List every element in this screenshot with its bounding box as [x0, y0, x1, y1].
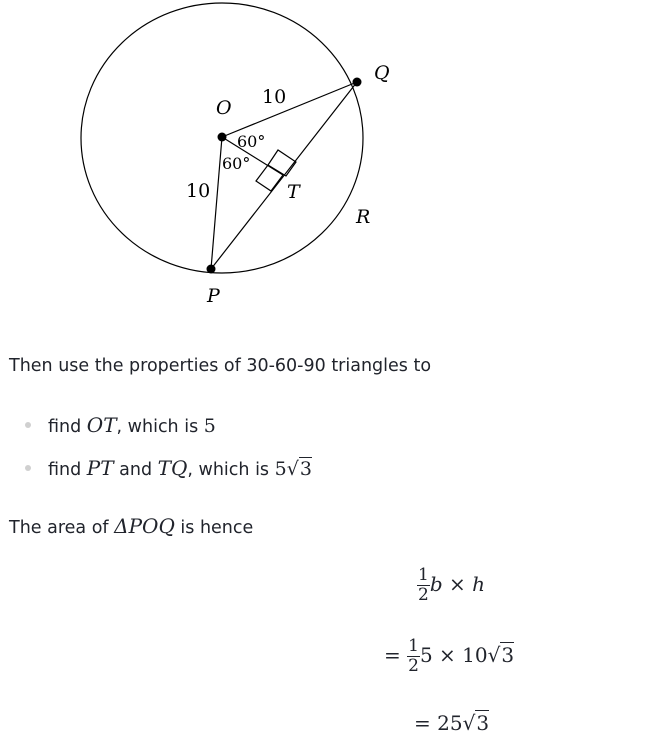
math-value: 5: [203, 415, 216, 437]
label-q: Q: [374, 62, 390, 84]
segment-op: [211, 137, 222, 269]
area-suffix: is hence: [174, 518, 254, 538]
equals: =: [384, 643, 401, 667]
area-text: [9, 514, 253, 538]
equation-line-1: [417, 566, 485, 605]
denominator: 2: [408, 656, 419, 676]
bullet-text: , which is: [116, 417, 204, 437]
label-angle-2: 60°: [222, 154, 251, 173]
point-o: [218, 133, 227, 142]
label-angle-1: 60°: [237, 132, 266, 151]
equation-line-3: = 25√3: [414, 711, 490, 735]
intro-text: Then use the properties of 30-60-90 triangles to: [9, 356, 432, 376]
label-t: T: [287, 181, 300, 203]
label-oq-length: 10: [262, 86, 287, 108]
math-value: 5: [274, 458, 287, 480]
label-op-length: 10: [186, 180, 211, 202]
math-expr: = 25: [414, 711, 463, 735]
point-q: [353, 78, 362, 87]
math-triangle: ΔPOQ: [114, 514, 175, 538]
bullet-text: find: [48, 460, 87, 480]
bullet-text: and: [113, 460, 158, 480]
bullet-item-ot: [48, 413, 216, 437]
segment-pq: [211, 82, 357, 269]
numerator: 1: [418, 565, 429, 585]
math-root: 3: [501, 643, 515, 667]
bullet-item-pt-tq: find PT and TQ, which is 5√3: [48, 456, 312, 480]
segment-oq: [222, 82, 357, 137]
denominator: 2: [418, 585, 429, 605]
circle-diagram: [0, 0, 664, 320]
label-r: R: [356, 206, 371, 228]
math-root: 3: [476, 711, 490, 735]
point-p: [207, 265, 216, 274]
math-root: 3: [299, 458, 312, 480]
numerator: 1: [408, 636, 419, 656]
bullet-text: find: [48, 417, 87, 437]
label-o: O: [216, 97, 232, 119]
math-expr: 5 × 10: [419, 643, 488, 667]
math-var: OT: [86, 413, 117, 437]
bullet-text: , which is: [187, 460, 275, 480]
bullet-icon: [25, 422, 31, 428]
math-expr: b × h: [429, 572, 485, 596]
area-prefix: The area of: [9, 518, 115, 538]
equation-line-2: = $\frac{1}{2}$ 5 × 10√3: [384, 636, 515, 676]
math-var: PT: [86, 456, 114, 480]
math-var: TQ: [157, 456, 188, 480]
label-p: P: [207, 285, 220, 307]
bullet-icon: [25, 465, 31, 471]
